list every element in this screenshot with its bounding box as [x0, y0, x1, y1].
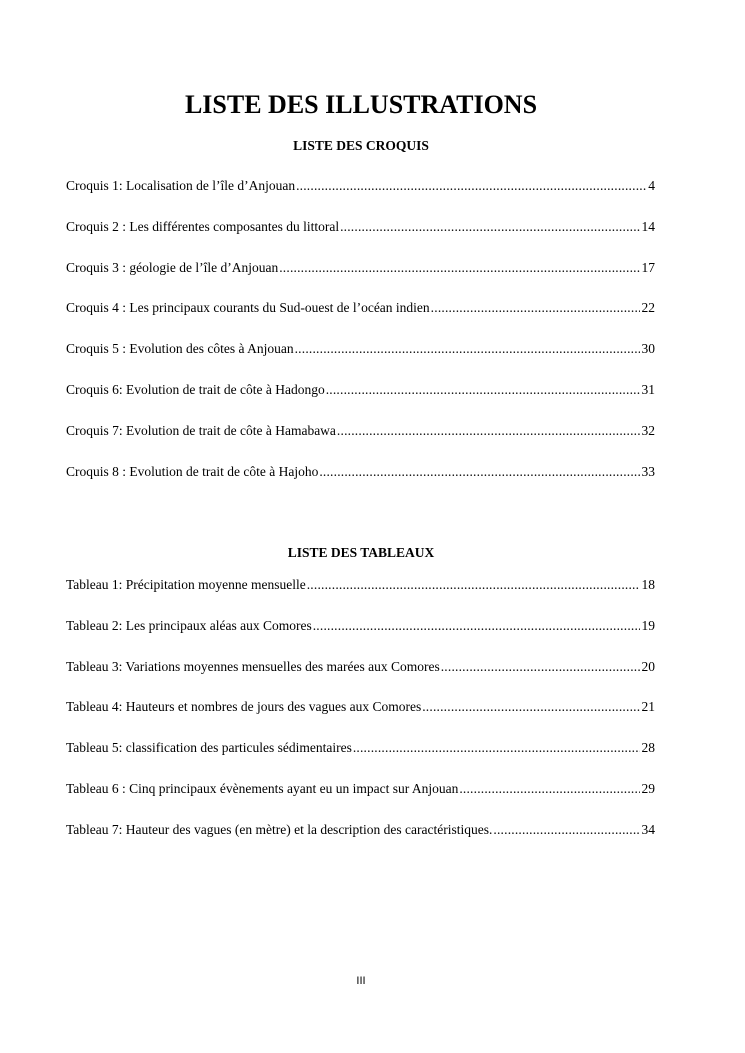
- croquis-entry[interactable]: [66, 177, 655, 195]
- entry-label: Tableau 6 : Cinq principaux évènements ayant eu un impact sur Anjouan: [66, 780, 459, 796]
- croquis-entry[interactable]: [66, 381, 655, 399]
- entry-label: Croquis 7: Evolution de trait de côte à Hamabawa: [66, 422, 336, 438]
- entry-page-number: 32: [641, 422, 655, 438]
- entry-page-number: 22: [641, 300, 655, 316]
- entry-page-number: 21: [641, 699, 655, 715]
- croquis-entry[interactable]: [66, 259, 655, 277]
- tableau-entry[interactable]: [66, 821, 655, 839]
- entry-label: Tableau 1: Précipitation moyenne mensuelle: [66, 577, 306, 592]
- entry-label: Tableau 5: classification des particules sédimentaires: [66, 740, 352, 756]
- dot-leader: [493, 821, 639, 839]
- dot-leader: [307, 576, 640, 594]
- entry-page-number: 30: [641, 341, 655, 357]
- tableaux-section-heading: LISTE DES TABLEAUX: [287, 545, 435, 560]
- dot-leader: [279, 259, 639, 277]
- tableau-entry[interactable]: [66, 739, 655, 757]
- entry-label: Croquis 8 : Evolution de trait de côte à Hajoho: [66, 463, 319, 479]
- entry-label: Croquis 1: Localisation de l’île d’Anjouan: [66, 178, 296, 193]
- croquis-entry[interactable]: [66, 299, 655, 317]
- entry-page-number: 29: [641, 780, 655, 796]
- page-title: LISTE DES ILLUSTRATIONS: [184, 90, 538, 119]
- entry-page-number: 4: [648, 178, 655, 193]
- croquis-entry[interactable]: [66, 422, 655, 440]
- dot-leader: [422, 698, 639, 716]
- tableau-entry[interactable]: [66, 780, 655, 798]
- dot-leader: [441, 658, 640, 676]
- entry-page-number: 18: [641, 577, 655, 592]
- tableau-entry[interactable]: [66, 576, 655, 594]
- dot-leader: [340, 218, 639, 236]
- tableau-entry[interactable]: [66, 617, 655, 635]
- entry-label: Croquis 3 : géologie de l’île d’Anjouan: [66, 259, 279, 275]
- dot-leader: [337, 422, 640, 440]
- dot-leader: [319, 463, 639, 481]
- croquis-list: [66, 177, 655, 503]
- dot-leader: [326, 381, 640, 399]
- entry-page-number: 20: [641, 658, 655, 674]
- croquis-section-heading: LISTE DES CROQUIS: [293, 138, 429, 153]
- entry-page-number: 17: [641, 259, 655, 275]
- entry-label: Croquis 2 : Les différentes composantes du littoral: [66, 218, 340, 234]
- dot-leader: [459, 780, 639, 798]
- entry-label: Croquis 5 : Evolution des côtes à Anjouan: [66, 341, 294, 357]
- croquis-entry[interactable]: [66, 340, 655, 358]
- croquis-entry[interactable]: [66, 218, 655, 236]
- entry-label: Tableau 4: Hauteurs et nombres de jours des vagues aux Comores: [66, 699, 422, 715]
- dot-leader: [353, 739, 640, 757]
- dot-leader: [313, 617, 640, 635]
- page-footer-number: III: [356, 975, 366, 987]
- dot-leader: [296, 177, 646, 195]
- entry-page-number: 34: [641, 821, 655, 837]
- entry-page-number: 31: [641, 381, 655, 397]
- entry-label: Tableau 2: Les principaux aléas aux Comores: [66, 617, 312, 633]
- entry-label: Croquis 4 : Les principaux courants du Sud-ouest de l’océan indien: [66, 300, 430, 316]
- entry-page-number: 19: [641, 617, 655, 633]
- entry-label: Tableau 7: Hauteur des vagues (en mètre) et la description des caractéristiques.: [66, 821, 493, 837]
- entry-page-number: 33: [641, 463, 655, 479]
- tableau-entry[interactable]: [66, 698, 655, 716]
- tableaux-list: [66, 576, 655, 862]
- entry-label: Croquis 6: Evolution de trait de côte à Hadongo: [66, 381, 325, 397]
- entry-page-number: 14: [641, 218, 655, 234]
- entry-label: Tableau 3: Variations moyennes mensuelles des marées aux Comores: [66, 658, 440, 674]
- dot-leader: [295, 340, 640, 358]
- croquis-entry[interactable]: [66, 463, 655, 481]
- tableau-entry[interactable]: [66, 658, 655, 676]
- dot-leader: [431, 299, 640, 317]
- entry-page-number: 28: [641, 740, 655, 756]
